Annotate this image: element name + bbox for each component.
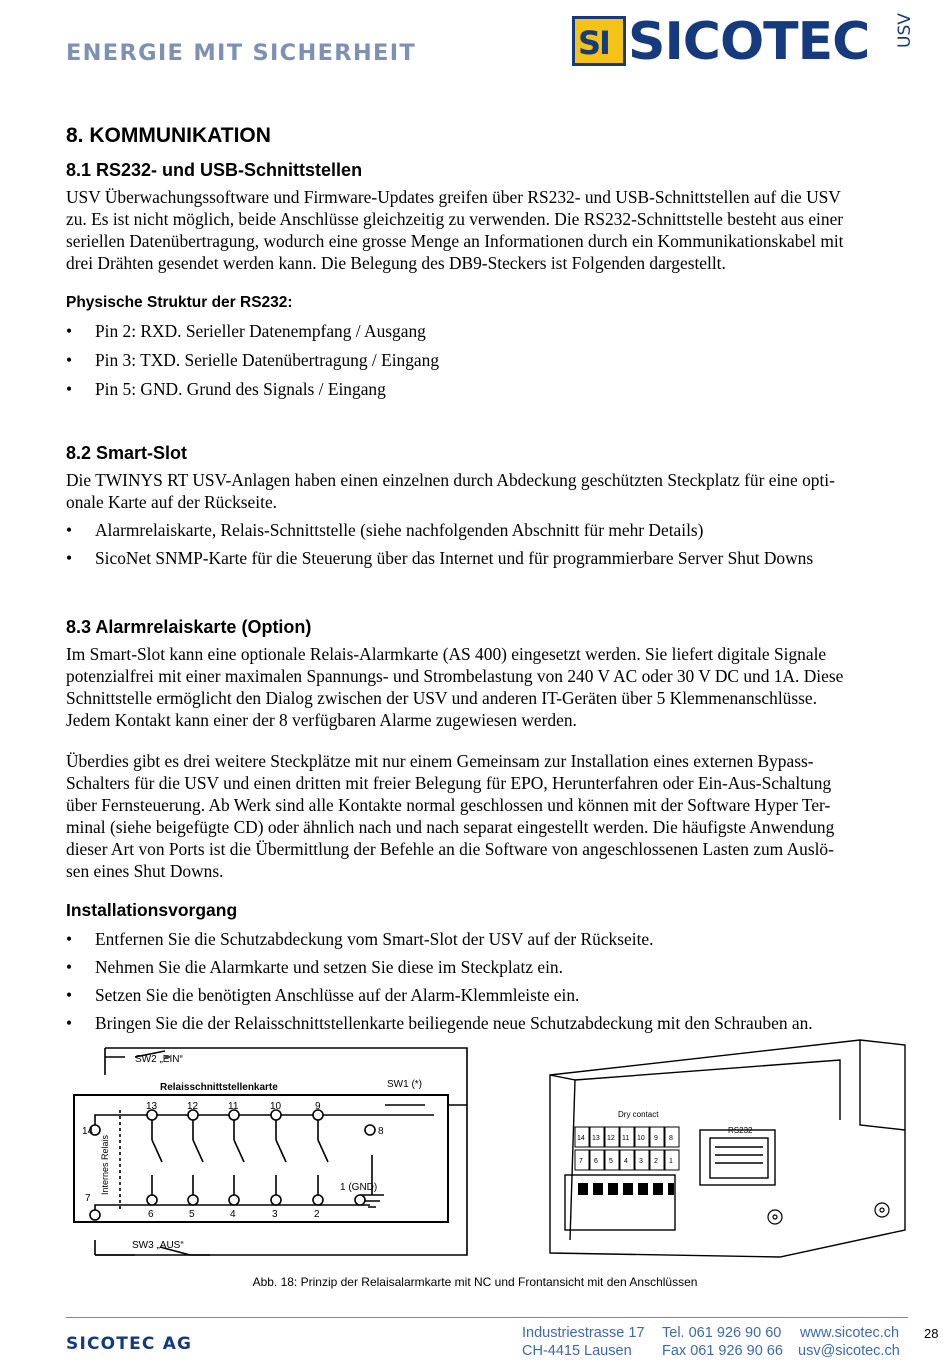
terminal-label: 5 [609,1158,613,1165]
sw3-label: SW3 „AUS“ [132,1240,184,1251]
sicotec-logo [572,12,915,76]
terminal-label: 6 [594,1158,598,1165]
s83-title: 8.3 Alarmrelaiskarte (Option) [66,617,312,637]
dry-contact-label: Dry contact [618,1110,659,1119]
front-panel-illustration [530,1035,915,1265]
bullet-icon: • [66,1013,73,1033]
pin-label: 8 [378,1126,384,1137]
pin-label: 4 [230,1209,236,1220]
pin-label: 6 [148,1209,154,1220]
terminal-label: 12 [607,1135,615,1142]
logo-usv: USV [894,13,915,48]
bullet-icon: • [66,379,73,399]
logo-si: SI [578,24,609,62]
terminal-label: 9 [654,1135,658,1142]
sw2-label: SW2 „EIN“ [135,1054,183,1065]
rs232-label: RS232 [728,1126,753,1135]
terminal-label: 10 [637,1135,645,1142]
footer-email-link[interactable]: usv@sicotec.ch [798,1343,900,1359]
s83-line: minal (siehe beigefügte CD) oder ähnlich nach und nach separat eingestellt werden. Die häufigste Anwendung [66,817,835,837]
s82-line: Die TWINYS RT USV-Anlagen haben einen einzelnen durch Abdeckung geschützten Steckplatz für eine opti- [66,470,835,490]
footer-divider [66,1317,908,1318]
s81-line: USV Überwachungssoftware und Firmware-Updates greifen über RS232- und USB-Schnittstellen auf die USV [66,187,841,207]
s81-line: seriellen Datenübertragung, wodurch eine grosse Menge an Informationen durch ein Kommunikationskabel mit [66,231,844,251]
sw1-label: SW1 (*) [387,1079,422,1090]
s82-line: onale Karte auf der Rückseite. [66,492,278,512]
logo-emblem [572,16,626,66]
pin-label: 14 [82,1126,94,1137]
header-tagline: ENERGIE MIT SICHERHEIT [66,40,417,66]
terminal-label: 7 [579,1158,583,1165]
pin-label: 7 [85,1193,91,1204]
s83-line: Im Smart-Slot kann eine optionale Relais-Alarmkarte (AS 400) eingesetzt werden. Sie liefert digitale Signale [66,644,827,664]
terminal-label: 11 [622,1135,630,1142]
pin-label: 5 [189,1209,195,1220]
pin-label: 11 [228,1101,239,1112]
pin-label: 3 [272,1209,278,1220]
footer-web-link[interactable]: www.sicotec.ch [800,1325,900,1341]
s83-line: über Fernsteuerung. Ab Werk sind alle Kontakte normal geschlossen und können mit der Software Hyper Ter- [66,795,831,815]
s83-line: potenzialfrei mit einer maximalen Spannungs- und Strombelastung von 240 V AC oder 30 V DC und 1A. Diese [66,666,844,686]
footer-tel: Tel. 061 926 90 60 [662,1325,782,1341]
pin-label: 13 [146,1101,158,1112]
bullet-icon: • [66,957,73,977]
s83-line: Schalters für die USV und einen dritten mit freier Belegung für EPO, Herunterfahren oder Ein-Aus-Schaltung [66,773,832,793]
s81-line: zu. Es ist nicht möglich, beide Anschlüsse gleichzeitig zu verwenden. Die RS232-Schnittstelle besteht aus einer [66,209,844,229]
terminal-label: 1 [669,1158,673,1165]
section-title: 8. KOMMUNIKATION [66,124,271,147]
footer-city: CH-4415 Lausen [522,1343,632,1359]
footer-company: SICOTEC AG [66,1334,193,1354]
bullet-icon: • [66,520,73,540]
install-title: Installationsvorgang [66,900,238,920]
s81-line: drei Drähten gesendet werden kann. Die Belegung des DB9-Steckers ist Folgenden dargestellt. [66,253,726,273]
s83-line: Jedem Kontakt kann einer der 8 verfügbaren Alarme zugewiesen werden. [66,710,577,730]
s83-line: Schnittstelle ermöglicht den Dialog zwischen der USV und anderen IT-Geräten über 5 Klemmenanschlüsse. [66,688,817,708]
s83-line: dieser Art von Ports ist die Übermittlung der Befehle an die Software von angeschlossenen Lasten zum Auslö- [66,839,834,859]
footer-fax: Fax 061 926 90 66 [662,1343,783,1359]
s82-paragraph [66,469,906,513]
logo-wordmark: SICOTEC [628,12,870,72]
s82-title: 8.2 Smart-Slot [66,443,188,463]
pin-label: 10 [270,1101,282,1112]
bullet-icon: • [66,548,73,568]
s83-line: sen eines Shut Downs. [66,861,224,881]
relay-schematic [60,1035,480,1265]
terminal-label: 2 [654,1158,658,1165]
terminal-label: 4 [624,1158,628,1165]
footer-address: Industriestrasse 17 [522,1325,645,1341]
bullet-icon: • [66,985,73,1005]
gnd-label: 1 (GND) [340,1182,378,1193]
bullet-icon: • [66,321,73,341]
s83-line: Überdies gibt es drei weitere Steckplätze mit nur einem Gemeinsam zur Installation eines externen Bypass- [66,751,814,771]
s81-paragraph [66,186,906,274]
s81-title: 8.1 RS232- und USB-Schnittstellen [66,160,363,180]
rs232-subtitle: Physische Struktur der RS232: [66,294,293,311]
figure-caption: Abb. 18: Prinzip der Relaisalarmkarte mit NC und Frontansicht mit den Anschlüssen [252,1275,698,1289]
pin-label: 9 [315,1101,321,1112]
bullet-icon: • [66,350,73,370]
internal-relay-label: Internes Relais [100,1134,110,1195]
card-label: Relaisschnittstellenkarte [160,1082,278,1093]
pin-label: 2 [314,1209,320,1220]
terminal-label: 8 [669,1135,673,1142]
pin-label: 12 [187,1101,199,1112]
s83-paragraph-2 [66,750,906,882]
terminal-label: 14 [577,1135,585,1142]
page-number: 28 [924,1326,939,1341]
terminal-label: 3 [639,1158,643,1165]
bullet-icon: • [66,929,73,949]
terminal-label: 13 [592,1135,600,1142]
s83-paragraph-1 [66,643,906,731]
